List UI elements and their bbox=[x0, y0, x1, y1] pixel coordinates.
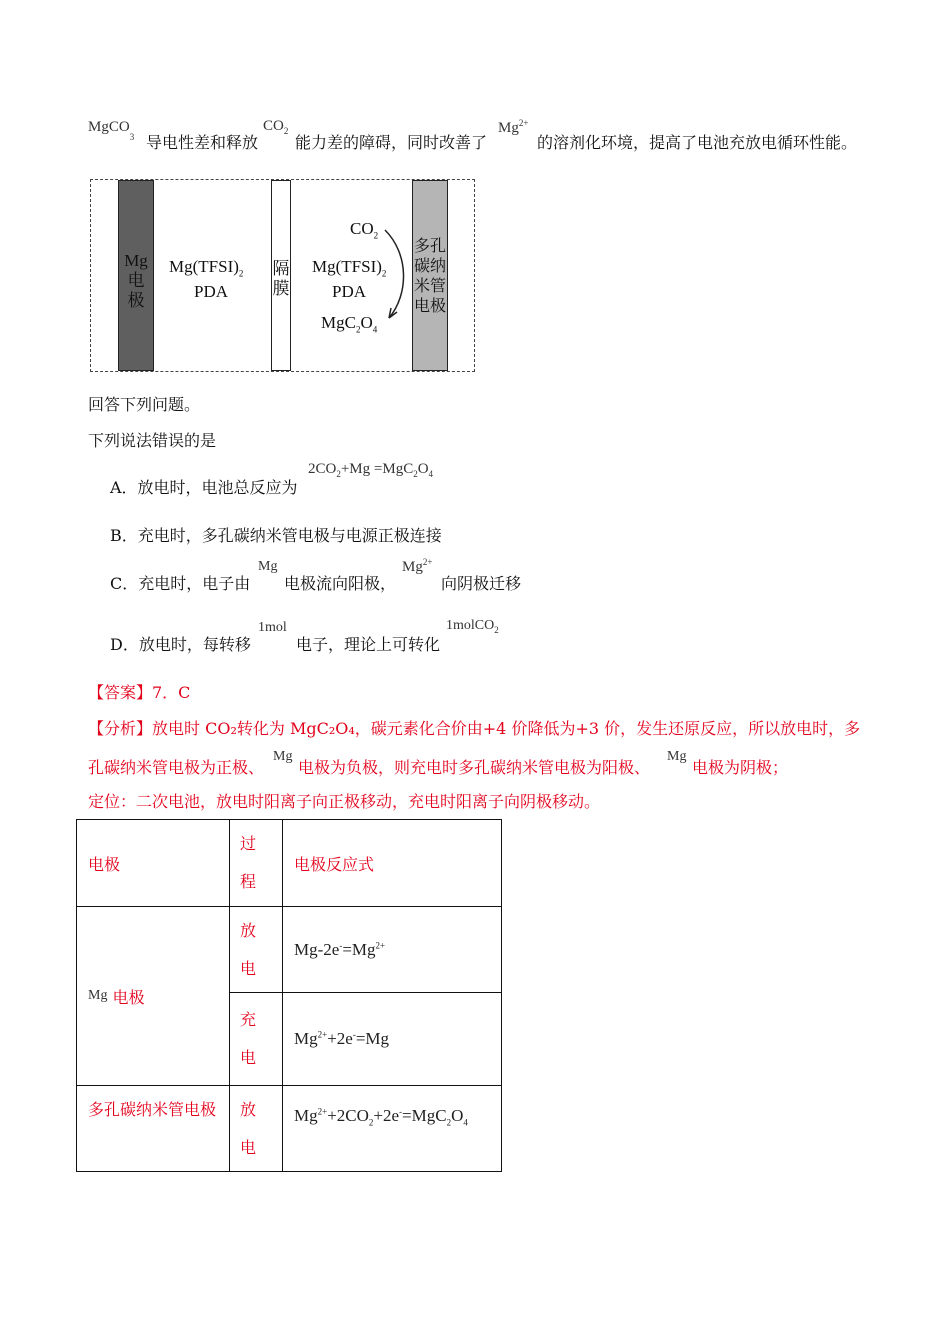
analysis-line-2-c: 电极为阴极； bbox=[692, 758, 789, 777]
question-stem: 下列说法错误的是 bbox=[88, 431, 217, 450]
diagram-product: $MgC_2O_4$ bbox=[321, 313, 378, 335]
right-electrolyte-pda: PDA bbox=[332, 282, 367, 301]
header-reaction-cell bbox=[283, 820, 502, 907]
table-row bbox=[77, 1086, 502, 1172]
cnt-label-2: 碳纳 bbox=[413, 256, 446, 275]
cnt-electrode bbox=[412, 180, 448, 371]
option-d-mol: 1mol bbox=[258, 620, 287, 635]
analysis-line-2-a: 孔碳纳米管电极为正极、 bbox=[88, 758, 265, 777]
cnt-label-3: 米管 bbox=[413, 276, 446, 295]
answer-label: 【答案】7．C bbox=[88, 683, 191, 702]
analysis-line-2-b: 电极为负极，则充电时多孔碳纳米管电极为阳极、 bbox=[298, 758, 651, 777]
left-electrolyte-pda: PDA bbox=[194, 282, 229, 301]
eq3-cell bbox=[283, 1086, 502, 1172]
battery-diagram bbox=[90, 179, 475, 372]
option-d-text-1: D．放电时，每转移 bbox=[110, 635, 251, 654]
formula-mg2plus: $Mg^{2+}$ bbox=[498, 118, 529, 136]
mg-electrode-label: Mg 电极 bbox=[88, 987, 145, 1007]
equation-cnt-discharge: $Mg^{2+}+2CO_2+2e^-=MgC_2O_4$ bbox=[294, 1105, 468, 1128]
cnt-label-4: 电极 bbox=[413, 296, 446, 315]
mg-electrode-label-3: 极 bbox=[127, 291, 145, 310]
cnt-label-1: 多孔 bbox=[413, 236, 446, 255]
diagram-co2: $CO_2$ bbox=[350, 219, 379, 241]
discharge-cell bbox=[230, 907, 283, 993]
equation-mg-charge: $Mg^{2+}+2e^-=Mg$ bbox=[294, 1029, 390, 1048]
cnt-electrode-cell bbox=[77, 1086, 230, 1172]
option-a-text: A．放电时，电池总反应为 bbox=[110, 478, 298, 497]
analysis-line-2-mg2: Mg bbox=[667, 749, 687, 764]
option-c-text-3: 向阴极迁移 bbox=[441, 574, 522, 593]
mg-electrode-label-2: 电 bbox=[127, 271, 145, 290]
table-row bbox=[77, 907, 502, 993]
option-d-text-2: 电子，理论上可转化 bbox=[296, 635, 441, 654]
header-process: 过 程 bbox=[240, 834, 257, 891]
separator-label-2: 膜 bbox=[272, 279, 290, 299]
header-electrode: 电极 bbox=[88, 854, 121, 874]
process-discharge-2: 放 电 bbox=[240, 1099, 257, 1157]
mg-electrode-cell bbox=[77, 907, 230, 1086]
option-c-text-1: C．充电时，电子由 bbox=[110, 574, 251, 593]
cnt-electrode-label: 多孔碳纳米管电极 bbox=[88, 1100, 217, 1119]
option-c-mg: Mg bbox=[258, 559, 278, 574]
separator bbox=[271, 180, 291, 371]
process-discharge: 放 电 bbox=[240, 920, 257, 978]
equation-mg-discharge: $Mg-2e^-=Mg^{2+}$ bbox=[294, 939, 386, 959]
option-a-formula: $2CO_2+Mg =MgC_2O_4$ bbox=[308, 461, 434, 479]
question-prompt: 回答下列问题。 bbox=[88, 395, 201, 414]
charge-cell bbox=[230, 993, 283, 1086]
eq2-cell bbox=[283, 993, 502, 1086]
option-c-mg2plus: $Mg^{2+}$ bbox=[402, 557, 433, 575]
mg-electrode-label-1: Mg bbox=[124, 251, 148, 270]
right-electrolyte-formula: $Mg(TFSI)_2$ bbox=[312, 257, 387, 279]
mg-electrode bbox=[118, 180, 154, 371]
discharge2-cell bbox=[230, 1086, 283, 1172]
table-header-row bbox=[77, 820, 502, 907]
analysis-line-1: 【分析】放电时 CO₂转化为 MgC₂O₄，碳元素化合价由+4 价降低为+3 价，发生还原反应，所以放电时，多 bbox=[88, 719, 861, 738]
option-b: B．充电时，多孔碳纳米管电极与电源正极连接 bbox=[110, 526, 442, 545]
option-c-text-2: 电极流向阳极， bbox=[284, 574, 397, 593]
option-d-formula: 1molCO$_2$ bbox=[446, 618, 499, 635]
separator-label-1: 隔 bbox=[272, 259, 290, 279]
intro-text-1: 导电性差和释放 bbox=[146, 133, 259, 152]
formula-co2: $CO_2$ bbox=[263, 118, 289, 136]
intro-text-2: 能力差的障碍，同时改善了 bbox=[295, 133, 488, 152]
reaction-arrow-icon bbox=[381, 224, 413, 324]
intro-text-3: 的溶剂化环境，提高了电池充放电循环性能。 bbox=[537, 133, 858, 152]
process-charge: 充 电 bbox=[240, 1010, 257, 1067]
analysis-line-3: 定位：二次电池，放电时阳离子向正极移动，充电时阳离子向阴极移动。 bbox=[88, 792, 601, 811]
header-electrode-cell bbox=[77, 820, 230, 907]
eq1-cell bbox=[283, 907, 502, 993]
electrode-reaction-table bbox=[76, 819, 502, 1172]
analysis-line-2-mg: Mg bbox=[273, 749, 293, 764]
header-process-cell bbox=[230, 820, 283, 907]
header-reaction: 电极反应式 bbox=[294, 854, 375, 874]
formula-mgco3: MgCO$_3$ bbox=[88, 119, 135, 142]
left-electrolyte-formula: $Mg(TFSI)_2$ bbox=[169, 257, 244, 279]
